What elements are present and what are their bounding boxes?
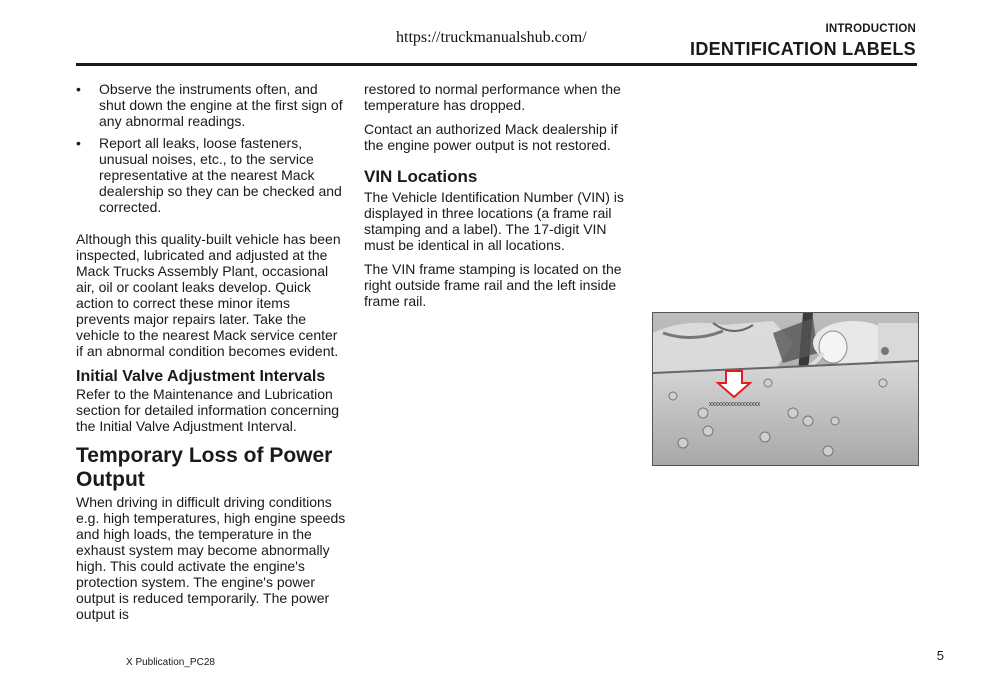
bullet-icon: • (76, 81, 81, 97)
vin-paragraph-2: The VIN frame stamping is located on the right outside frame rail and the left inside frame rail. (364, 261, 622, 309)
list-item (76, 81, 346, 129)
bullet-icon: • (76, 135, 81, 151)
bullet-text: Observe the instruments often, and shut down the engine at the first sign of any abnormal readings. (99, 81, 343, 129)
header-section: INTRODUCTION (825, 23, 916, 35)
bullet-text: Report all leaks, loose fasteners, unusual noises, etc., to the service representative at the nearest Mack dealership so they can be checked and corrected. (99, 135, 342, 215)
vin-heading: VIN Locations (364, 167, 478, 186)
contact-paragraph: Contact an authorized Mack dealership if the engine power output is not restored. (364, 121, 618, 153)
list-item (76, 135, 346, 215)
vin-paragraph-1: The Vehicle Identification Number (VIN) is displayed in three locations (a frame rail stamping and a label). The 17-digit VIN must be identical in all locations. (364, 189, 624, 253)
bullet-list (76, 81, 346, 215)
right-column (364, 81, 626, 317)
power-paragraph: When driving in difficult driving conditions e.g. high temperatures, high engine speeds and high loads, the temperature in the exhaust system may become abnormally high. This could activate the engine's protection system. The engine's power output is reduced temporarily. The power output is (76, 494, 346, 622)
valve-paragraph: Refer to the Maintenance and Lubrication section for detailed information concerning the Initial Valve Adjustment Interval. (76, 386, 340, 434)
frame-rail-image (653, 313, 918, 465)
restored-paragraph: restored to normal performance when the temperature has dropped. (364, 81, 621, 113)
header-url: https://truckmanualshub.com/ (396, 29, 587, 46)
vin-frame-illustration (652, 312, 919, 466)
header-title: IDENTIFICATION LABELS (690, 39, 916, 59)
vin-stamp-text: XXXXXXXXXXXXXXXXX (709, 402, 761, 408)
left-column (76, 81, 346, 630)
page-number: 5 (936, 648, 944, 663)
quality-paragraph: Although this quality-built vehicle has been inspected, lubricated and adjusted at the Mack Trucks Assembly Plant, occasional air, oil or coolant leaks develop. Quick action to correct these minor items prevents major repairs later. Take the vehicle to the nearest Mack service center if an abnormal condition becomes evident. (76, 231, 341, 359)
publication-code: X Publication_PC28 (126, 657, 215, 668)
header-rule (76, 63, 917, 66)
power-heading: Temporary Loss of Power Output (76, 444, 333, 491)
valve-heading: Initial Valve Adjustment Intervals (76, 368, 326, 385)
